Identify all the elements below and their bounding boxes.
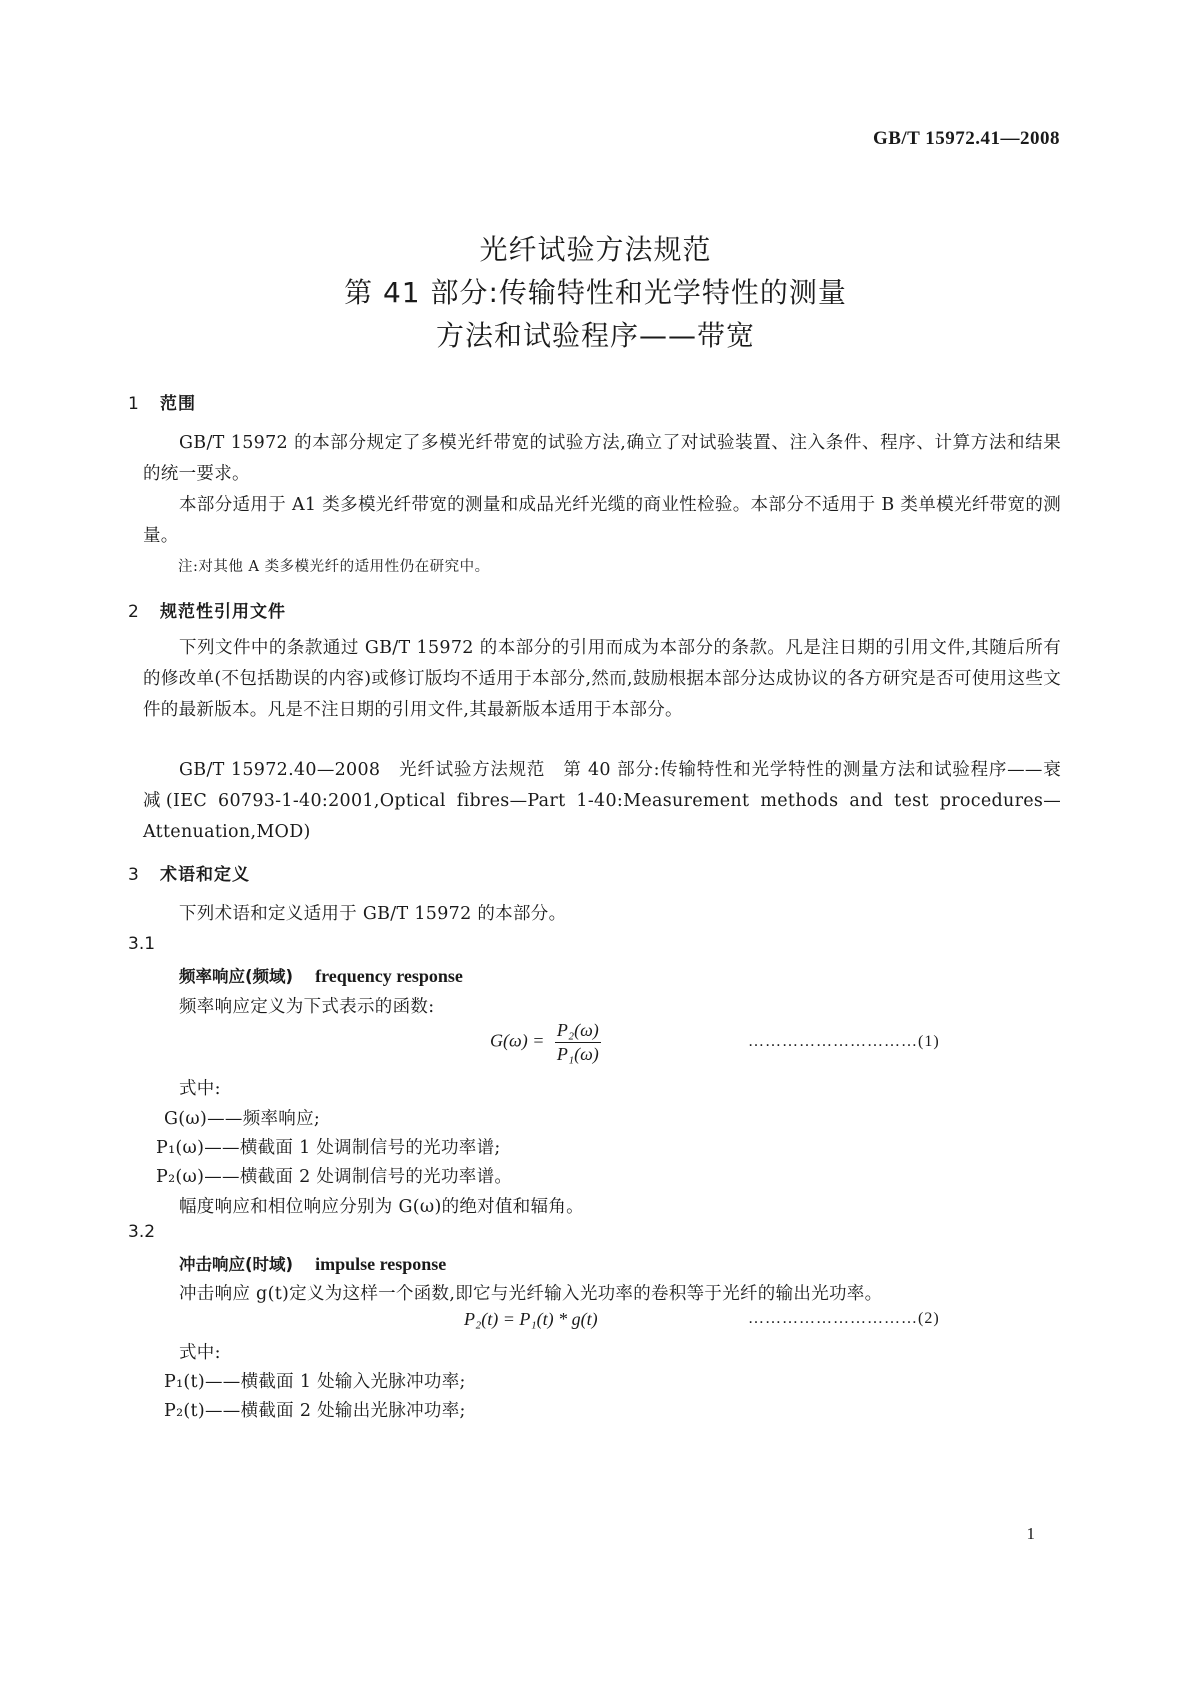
- term-3-1-def-3: P₂(ω)——横截面 2 处调制信号的光功率谱。: [156, 1167, 513, 1187]
- document-title: [0, 228, 1191, 357]
- standard-code: GB/T 15972.41—2008: [872, 128, 1060, 149]
- formula-1-numerator: P₂(ω): [555, 1020, 601, 1043]
- formula-1-lhs: G(ω) =: [490, 1030, 545, 1051]
- term-3-1-title-en: frequency response: [315, 966, 463, 986]
- section-1-paragraph-1: GB/T 15972 的本部分规定了多模光纤带宽的试验方法,确立了对试验装置、注入条件、程序、计算方法和结果的统一要求。: [143, 433, 1061, 484]
- section-2-number: 2: [128, 602, 140, 622]
- title-line-2: 第 41 部分:传输特性和光学特性的测量: [344, 276, 847, 309]
- section-2-heading: [128, 597, 286, 622]
- title-line-1: 光纤试验方法规范: [479, 233, 712, 266]
- equation-1-label: …………………………(1): [748, 1033, 940, 1050]
- section-2-reference-1: GB/T 15972.40—2008 光纤试验方法规范 第 40 部分:传输特性和光学特性的测量方法和试验程序——衰减(IEC 60793-1-40:2001,Optical fibres—Part 1-40:Measurement methods and test procedures—Attenuation,MOD): [143, 760, 1061, 842]
- title-line-3: 方法和试验程序——带宽: [435, 319, 755, 352]
- term-3-2-where: 式中:: [179, 1343, 221, 1363]
- section-1-number: 1: [128, 394, 140, 414]
- term-3-2-def-1: P₁(t)——横截面 1 处输入光脉冲功率;: [164, 1372, 466, 1392]
- section-1-title: 范围: [160, 394, 196, 414]
- page-number: 1: [1026, 1524, 1035, 1543]
- section-3-number: 3: [128, 865, 140, 885]
- term-3-1-closing: 幅度响应和相位响应分别为 G(ω)的绝对值和辐角。: [179, 1197, 584, 1217]
- term-3-2-intro: 冲击响应 g(t)定义为这样一个函数,即它与光纤输入光功率的卷积等于光纤的输出光功率。: [179, 1284, 883, 1304]
- term-3-1-where: 式中:: [179, 1079, 221, 1099]
- term-3-1-def-2: P₁(ω)——横截面 1 处调制信号的光功率谱;: [156, 1138, 501, 1158]
- term-3-2-title-en: impulse response: [315, 1254, 447, 1274]
- formula-2: P₂(t) = P₁(t) * g(t): [464, 1309, 598, 1329]
- section-1-note: 注:对其他 A 类多模光纤的适用性仍在研究中。: [178, 559, 490, 575]
- section-2-title: 规范性引用文件: [160, 602, 286, 622]
- section-1-heading: [128, 389, 196, 414]
- section-3-title: 术语和定义: [160, 865, 250, 885]
- section-3-heading: [128, 860, 250, 885]
- section-3-paragraph-1: 下列术语和定义适用于 GB/T 15972 的本部分。: [179, 904, 567, 924]
- equation-2-label: …………………………(2): [748, 1310, 940, 1327]
- section-1-paragraph-2: 本部分适用于 A1 类多模光纤带宽的测量和成品光纤光缆的商业性检验。本部分不适用于 B 类单模光纤带宽的测量。: [143, 495, 1061, 546]
- term-3-2-number: 3.2: [128, 1222, 156, 1242]
- term-3-1-title: [179, 963, 463, 987]
- formula-1-fraction: [555, 1020, 601, 1065]
- term-3-2-title-zh: 冲击响应(时域): [179, 1255, 294, 1274]
- term-3-1-number: 3.1: [128, 934, 156, 954]
- term-3-1-intro: 频率响应定义为下式表示的函数:: [179, 997, 435, 1017]
- term-3-1-title-zh: 频率响应(频域): [179, 967, 294, 986]
- term-3-2-def-2: P₂(t)——横截面 2 处输出光脉冲功率;: [164, 1401, 466, 1421]
- formula-1-denominator: P₁(ω): [556, 1044, 599, 1064]
- term-3-2-title: [179, 1251, 446, 1275]
- term-3-1-def-1: G(ω)——频率响应;: [164, 1109, 321, 1129]
- formula-1: [490, 1020, 601, 1065]
- section-2-paragraph-1: 下列文件中的条款通过 GB/T 15972 的本部分的引用而成为本部分的条款。凡是注日期的引用文件,其随后所有的修改单(不包括勘误的内容)或修订版均不适用于本部分,然而,鼓励根据本部分达成协议的各方研究是否可使用这些文件的最新版本。凡是不注日期的引用文件,其最新版本适用于本部分。: [143, 638, 1061, 720]
